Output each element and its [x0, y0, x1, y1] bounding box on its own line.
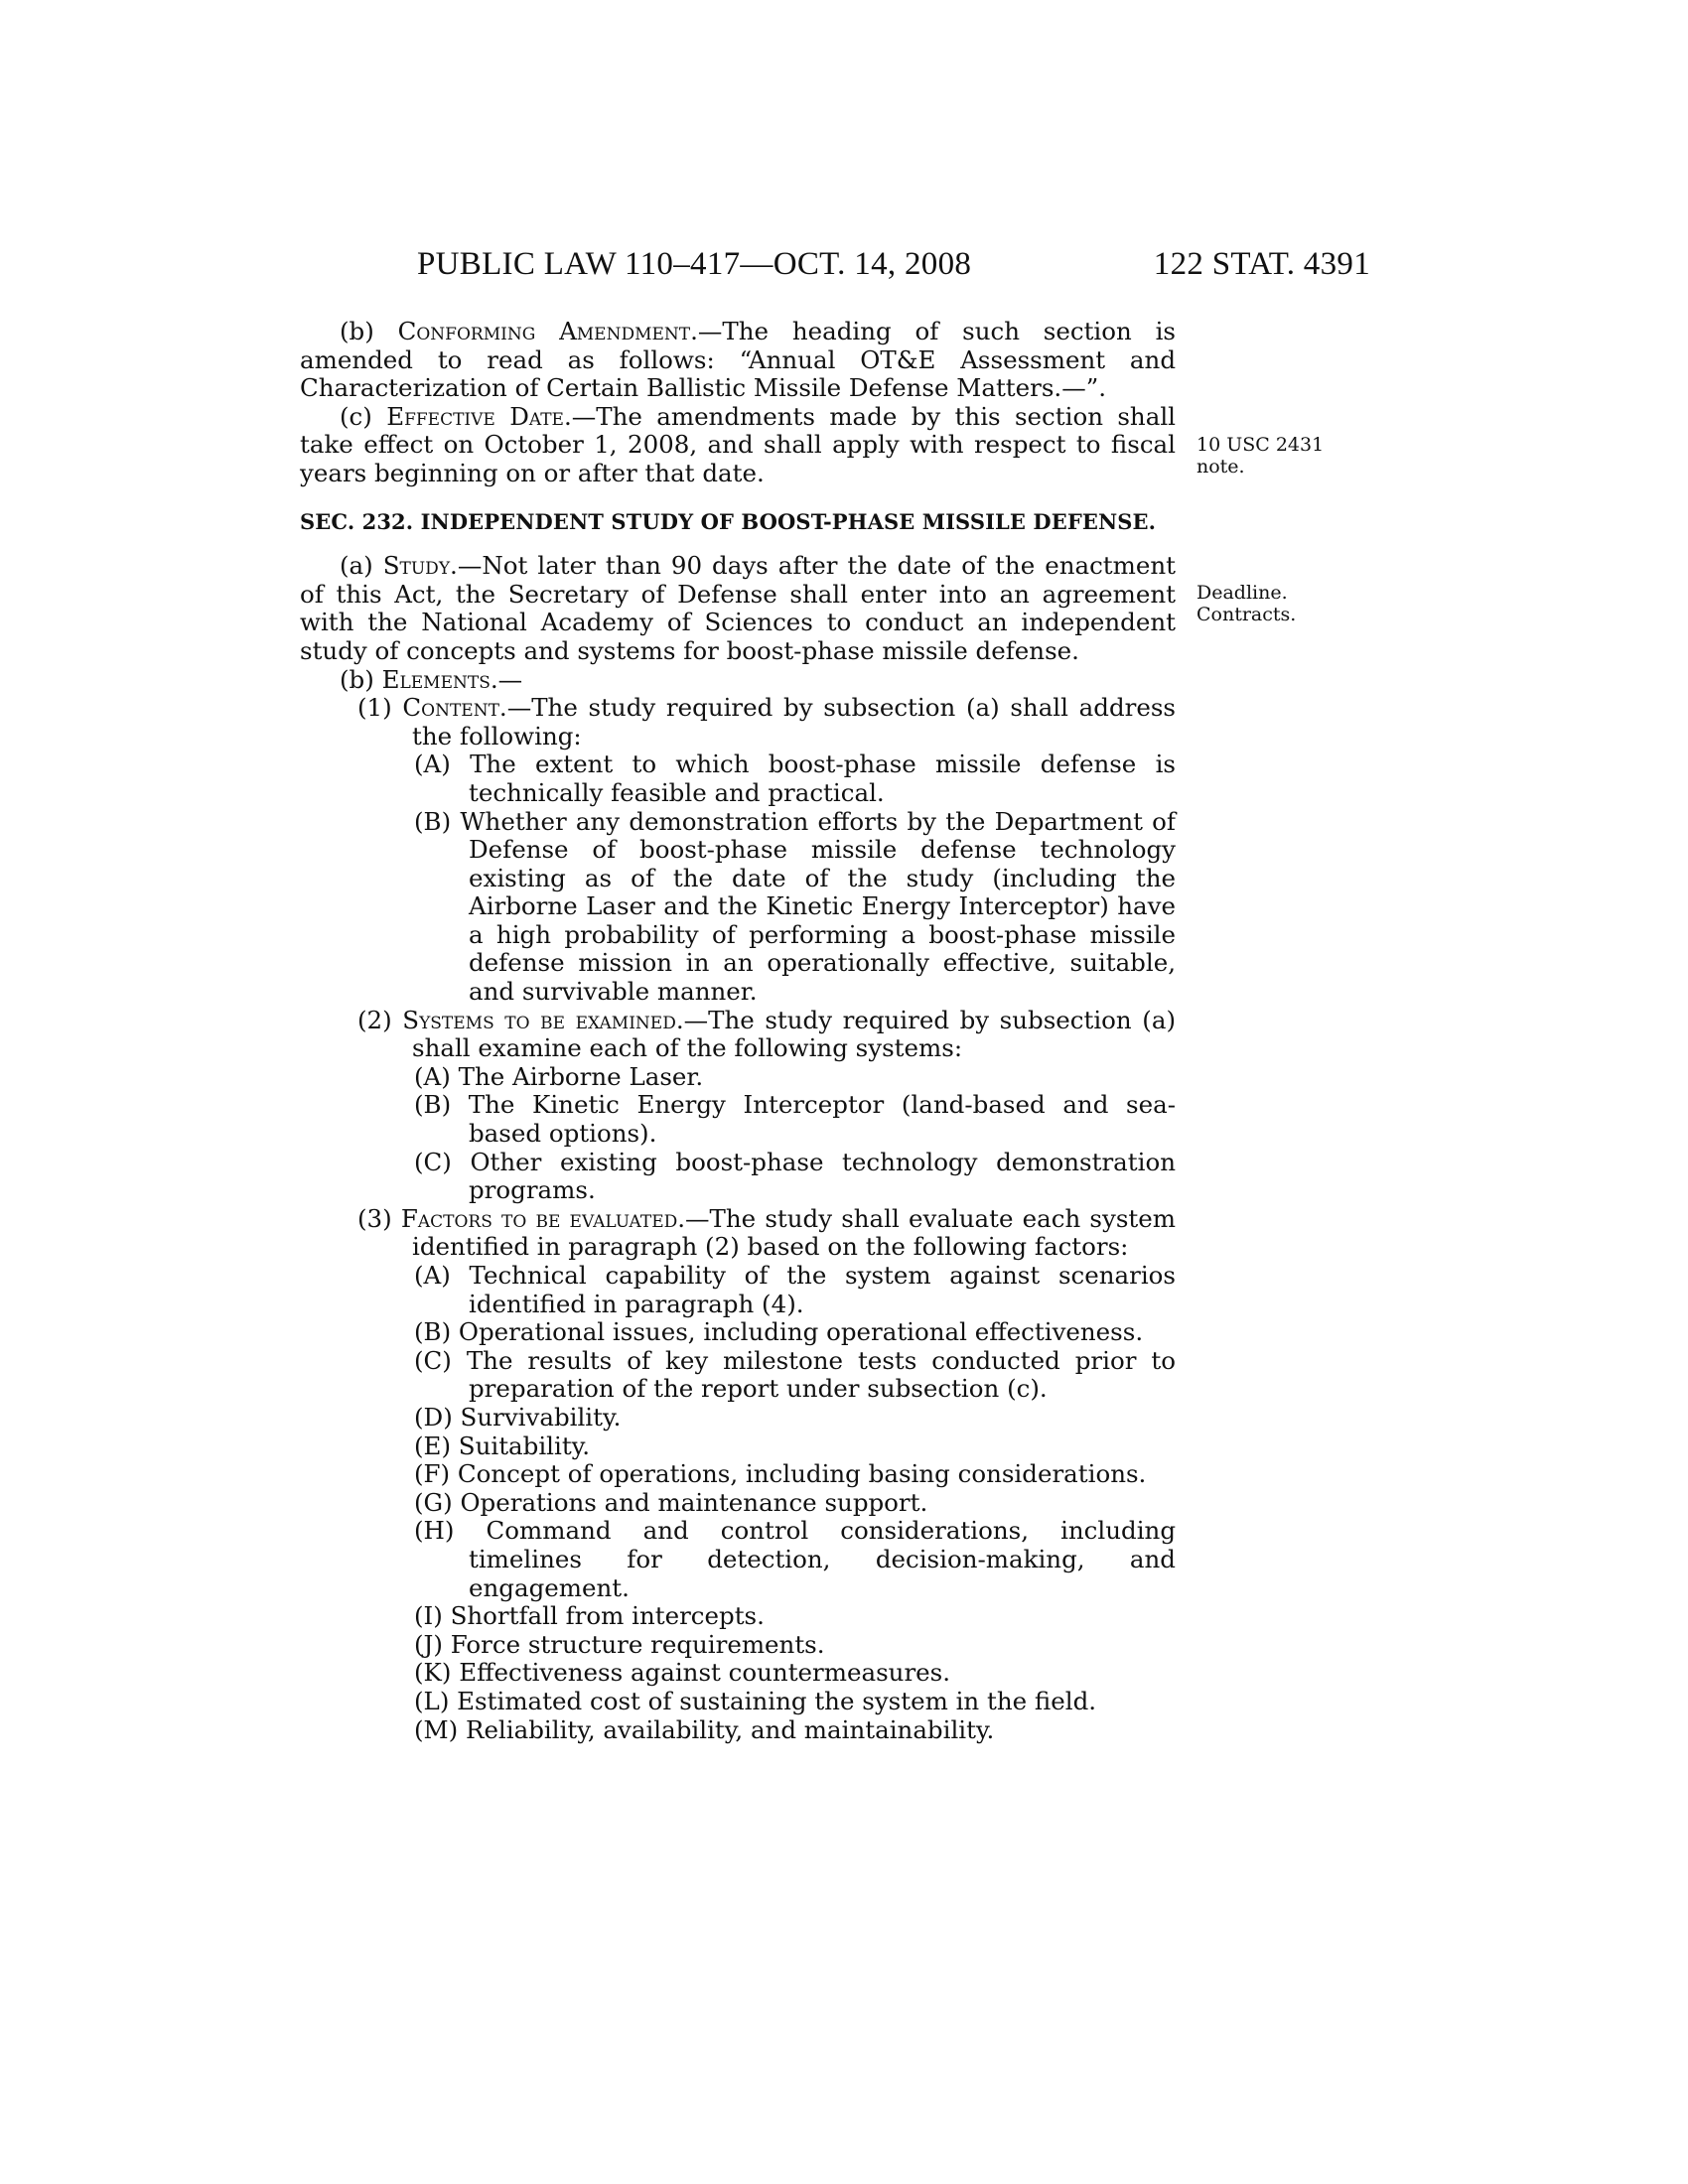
subparagraph-3M: (M) Reliability, availability, and maintainability.: [414, 1714, 995, 1744]
subparagraph-3L: (L) Estimated cost of sustaining the system in the field.: [414, 1686, 1097, 1715]
running-head-title: PUBLIC LAW 110–417—OCT. 14, 2008: [417, 246, 972, 282]
paragraph-2-systems: (2) Systems to be examined.—The study required by subsection (a) shall examine each of the following systems:: [357, 1005, 1176, 1063]
subparagraph-3E: (E) Suitability.: [414, 1431, 591, 1460]
subsection-heading: Effective Date: [386, 401, 564, 431]
subparagraph-3G: (G) Operations and maintenance support.: [414, 1487, 928, 1517]
subsection-heading: Study: [382, 551, 451, 581]
subparagraph-3J: (J) Force structure requirements.: [414, 1629, 825, 1659]
subsection-a-study: (a) Study.—Not later than 90 days after the date of the enactment of this Act, the Secretary of Defense shall enter into an agreement with the National Academy of Sciences to conduct an independent study of concepts and systems for boost-phase missile defense.: [300, 551, 1177, 665]
margin-note-contracts-label: Contracts.: [1196, 604, 1297, 625]
subsection-b-conforming: (b) Conforming Amendment.—The heading of such section is amended to read as follows: “Annual OT&E Assessment and Characterization of Certain Ballistic Missile Defense Matters.—”.: [300, 317, 1176, 403]
page-header: [417, 246, 1370, 286]
paragraph-3-factors: (3) Factors to be evaluated.—The study shall evaluate each system identified in paragraph (2) based on the following factors:: [357, 1203, 1176, 1262]
subsection-c-effective-date: (c) Effective Date.—The amendments made by this section shall take effect on October 1, 2008, and shall apply with respect to fiscal years beginning on or after that date.: [300, 401, 1176, 487]
paragraph-heading: Factors to be evaluated: [400, 1203, 678, 1233]
subparagraph-2B: (B) The Kinetic Energy Interceptor (land-based and sea-based options).: [414, 1090, 1176, 1149]
subsection-b-elements: (b) Elements.—: [340, 664, 523, 694]
subparagraph-3B: (B) Operational issues, including operational effectiveness.: [414, 1317, 1144, 1347]
margin-note-deadline: [1196, 582, 1355, 625]
subparagraph-3H: (H) Command and control considerations, including timelines for detection, decision-making, and engagement.: [414, 1516, 1176, 1602]
subparagraph-3C: (C) The results of key milestone tests conducted prior to preparation of the report under subsection (c).: [414, 1345, 1176, 1404]
subparagraph-2A: (A) The Airborne Laser.: [414, 1061, 704, 1091]
statute-page-number: 122 STAT. 4391: [1153, 246, 1370, 282]
margin-note-usc-line2: note.: [1196, 456, 1245, 478]
subparagraph-3K: (K) Effectiveness against countermeasures.: [414, 1658, 951, 1688]
paragraph-heading: Systems to be examined: [402, 1005, 676, 1034]
document-body: [300, 318, 1176, 1744]
subparagraph-3I: (I) Shortfall from intercepts.: [414, 1601, 765, 1631]
margin-note-usc: [1196, 434, 1355, 478]
subsection-heading: Conforming Amendment: [397, 317, 691, 345]
subparagraph-1A: (A) The extent to which boost-phase missile defense is technically feasible and practical.: [414, 750, 1176, 807]
subparagraph-2C: (C) Other existing boost-phase technology demonstration programs.: [414, 1147, 1176, 1205]
subparagraph-3A: (A) Technical capability of the system against scenarios identified in paragraph (4).: [414, 1261, 1176, 1318]
subparagraph-3F: (F) Concept of operations, including basing considerations.: [414, 1459, 1147, 1489]
subsection-heading: Elements: [381, 664, 491, 694]
margin-note-usc-line1: 10 USC 2431: [1196, 434, 1325, 456]
subparagraph-3D: (D) Survivability.: [414, 1402, 622, 1432]
subparagraph-1B: (B) Whether any demonstration efforts by the Department of Defense of boost-phase missile defense technology existing as of the date of the study (including the Airborne Laser and the Kinetic Energy Interceptor) have a high probability of performing a boost-phase missile defense mission in an operationally effective, suitable, and survivable manner.: [414, 806, 1176, 1007]
margin-note-deadline-label: Deadline.: [1196, 582, 1288, 604]
paragraph-1-content: (1) Content.—The study required by subsection (a) shall address the following:: [357, 693, 1176, 751]
paragraph-heading: Content: [402, 693, 499, 723]
section-heading: SEC. 232. INDEPENDENT STUDY OF BOOST-PHASE MISSILE DEFENSE.: [300, 508, 1157, 534]
